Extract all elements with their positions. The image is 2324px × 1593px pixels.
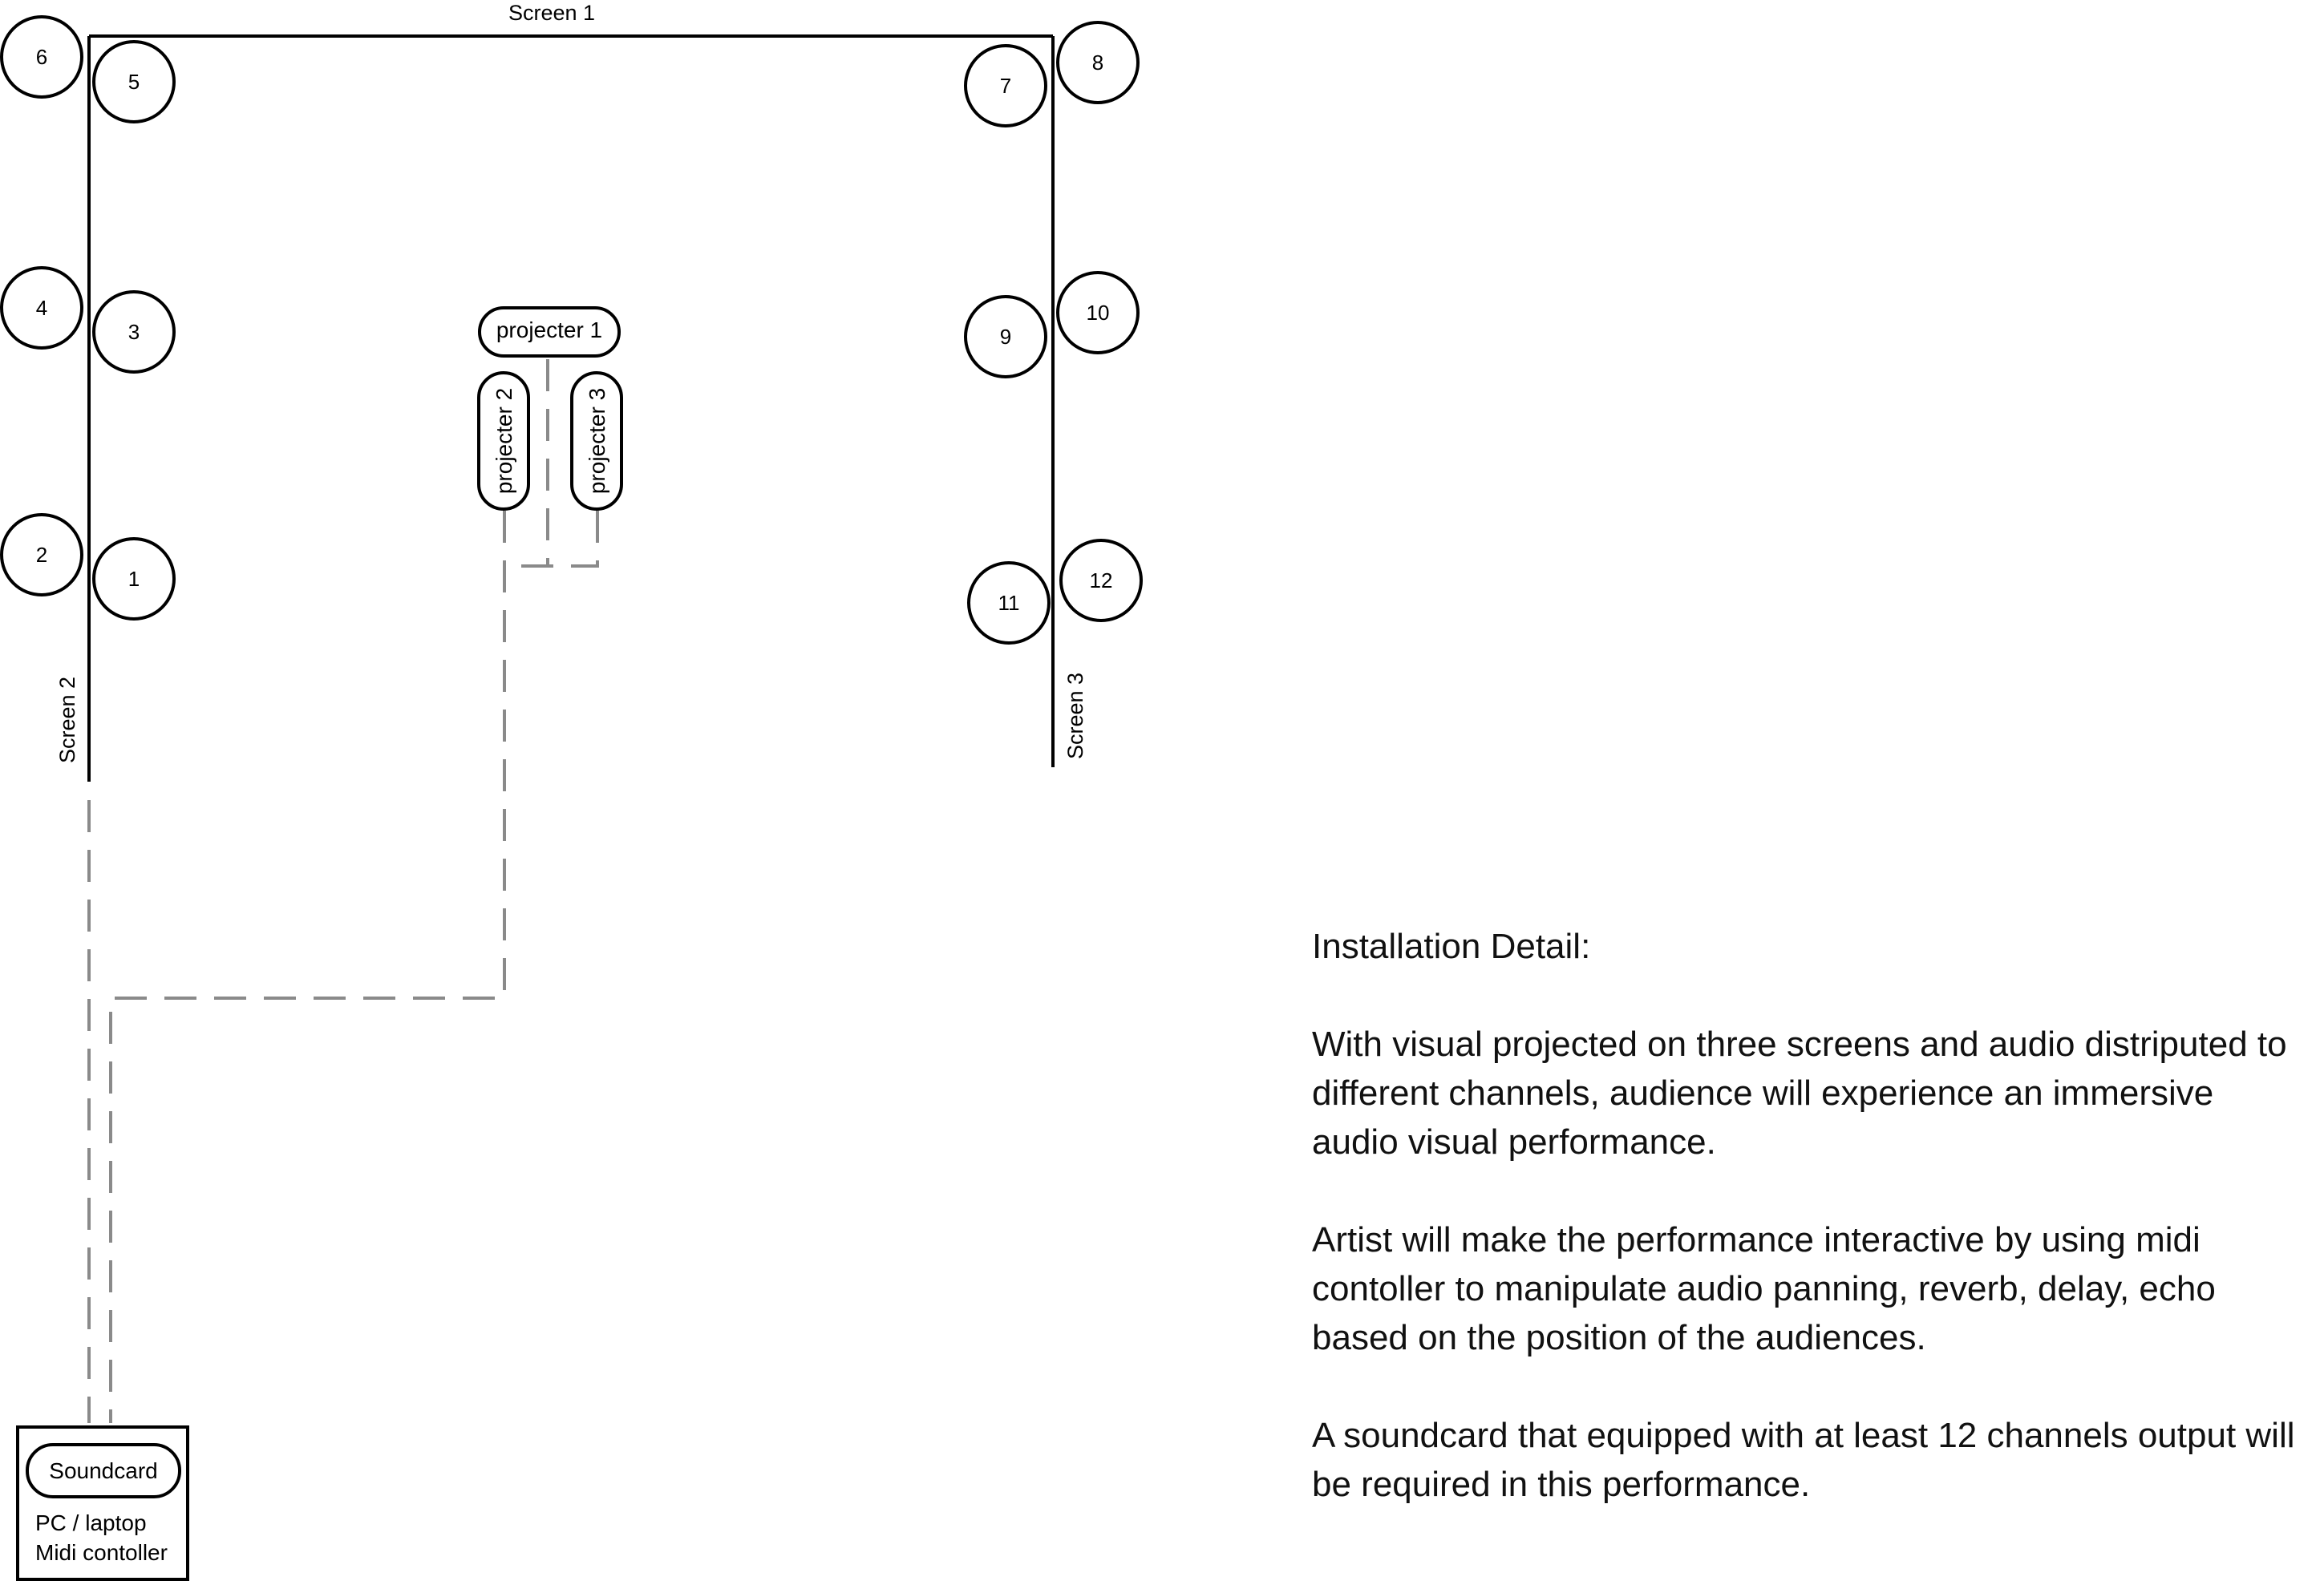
speaker-2-label: 2 — [35, 543, 48, 567]
speaker-1-label: 1 — [128, 567, 140, 591]
speaker-12 — [1061, 540, 1141, 621]
cable-projector-2-to-pc — [111, 511, 504, 1423]
speaker-9-label: 9 — [999, 325, 1012, 349]
screen-1-label: Screen 1 — [508, 1, 596, 25]
installation-notes — [1312, 922, 2306, 1558]
speaker-8-label: 8 — [1091, 51, 1104, 75]
speaker-1 — [94, 539, 174, 619]
speaker-6 — [2, 17, 82, 97]
control-station — [18, 1427, 188, 1579]
midi-controller-label: Midi contoller — [35, 1540, 168, 1565]
speaker-7-label: 7 — [999, 74, 1012, 98]
notes-paragraph-1: With visual projected on three screens and audio distriputed to different channels, audience will experience an immersive audio visual performance. — [1312, 1025, 2287, 1162]
speaker-7 — [966, 46, 1046, 126]
pc-laptop-label: PC / laptop — [35, 1510, 147, 1535]
speaker-4 — [2, 268, 82, 348]
speaker-6-label: 6 — [35, 45, 48, 69]
speaker-5 — [94, 42, 174, 122]
projector-1-label: projecter 1 — [496, 317, 603, 342]
projector-3 — [572, 373, 621, 509]
notes-paragraph-2: Artist will make the performance interactive by using midi contoller to manipulate audio panning, reverb, delay, echo based on the position of the audiences. — [1312, 1220, 2216, 1357]
speaker-11 — [969, 563, 1049, 643]
speaker-5-label: 5 — [128, 70, 140, 94]
projector-2 — [479, 373, 528, 509]
projector-2-label: projecter 2 — [492, 387, 516, 495]
speaker-10-label: 10 — [1086, 301, 1110, 325]
speaker-10 — [1058, 273, 1138, 353]
speaker-11-label: 11 — [998, 591, 1020, 615]
speaker-4-label: 4 — [35, 296, 48, 320]
speaker-3-label: 3 — [128, 320, 140, 344]
screen-2-label: Screen 2 — [55, 676, 79, 764]
speaker-8 — [1058, 22, 1138, 103]
screen-3-label: Screen 3 — [1063, 672, 1087, 760]
notes-paragraph-3: A soundcard that equipped with at least 12 channels output will be required in this performance. — [1312, 1416, 2295, 1504]
projector-1 — [480, 308, 619, 356]
speaker-12-label: 12 — [1089, 568, 1113, 592]
cable-routes — [89, 359, 597, 1423]
speaker-9 — [966, 297, 1046, 377]
cable-projector-3 — [504, 511, 597, 566]
speaker-3 — [94, 292, 174, 372]
soundcard-label: Soundcard — [49, 1458, 158, 1483]
projector-3-label: projecter 3 — [585, 387, 609, 495]
notes-heading: Installation Detail: — [1312, 927, 1591, 966]
speaker-2 — [2, 515, 82, 595]
